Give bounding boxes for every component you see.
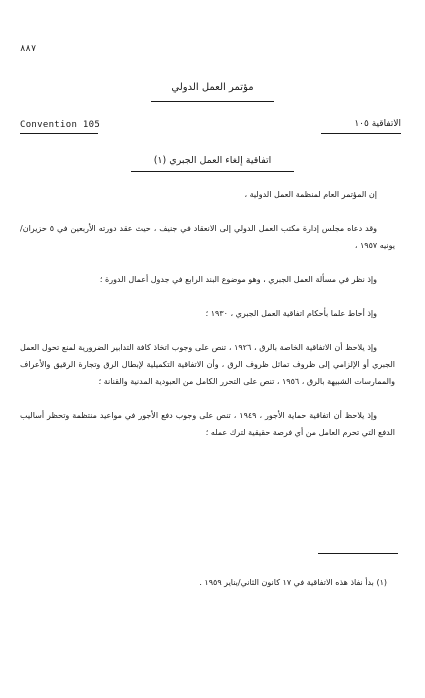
header-underline: [151, 101, 274, 102]
paragraph-convened: وقد دعاه مجلس إدارة مكتب العمل الدولي إلى الانعقاد في جنيف ، حيث عقد دورته الأربعين في ٥ حزيران/يونيه ١٩٥٧ ،: [20, 224, 395, 250]
page-number: ٨٨٧: [20, 44, 37, 54]
paragraph-protection-of-wages: وإذ يلاحظ أن اتفاقية حماية الأجور ، ١٩٤٩ ، تنص على وجوب دفع الأجور في مواعيد منتظمة وتحظر أساليب الدفع التي تحرم العامل من أي فرصة حقيقية لترك عمله ؛: [20, 411, 395, 437]
convention-english-underline: [20, 133, 98, 134]
footnote: (١) بدأ نفاذ هذه الاتفاقية في ١٧ كانون الثاني/يناير ١٩٥٩ .: [199, 578, 387, 587]
document-title: اتفاقية إلغاء العمل الجبري (١): [153, 155, 272, 166]
convention-label-english: Convention 105: [20, 120, 101, 130]
paragraph-slavery-conventions: وإذ يلاحظ أن الاتفاقية الخاصة بالرق ، ١٩٢٦ ، تنص على وجوب اتخاذ كافة التدابير الضرورية لمنع تحول العمل الجبري أو الإلزامي إلى ظروف تماثل ظروف الرق ، وأن الاتفاقية التكميلية لإبطال الرق وتجارة الرقيق والأعراف والممارسات الشبيهة بالرق ، ١٩٥٦ ، تنص على التحرر الكامل من العبودية المدنية والقنانة ؛: [20, 343, 395, 386]
paragraph-forced-labour-1930: وإذ أحاط علما بأحكام اتفاقية العمل الجبري ، ١٩٣٠ ؛: [205, 309, 377, 318]
running-header-title: مؤتمر العمل الدولي: [171, 82, 254, 93]
paragraph-preamble: إن المؤتمر العام لمنظمة العمل الدولية ،: [244, 190, 377, 199]
document-body: [20, 186, 395, 458]
convention-arabic-underline: [321, 133, 401, 134]
footnote-separator: [318, 553, 398, 554]
document-title-underline: [131, 171, 294, 172]
convention-label-arabic: الاتفاقية ١٠٥: [354, 119, 401, 129]
paragraph-agenda: وإذ نظر في مسألة العمل الجبري ، وهو موضوع البند الرابع في جدول أعمال الدورة ؛: [99, 275, 377, 284]
